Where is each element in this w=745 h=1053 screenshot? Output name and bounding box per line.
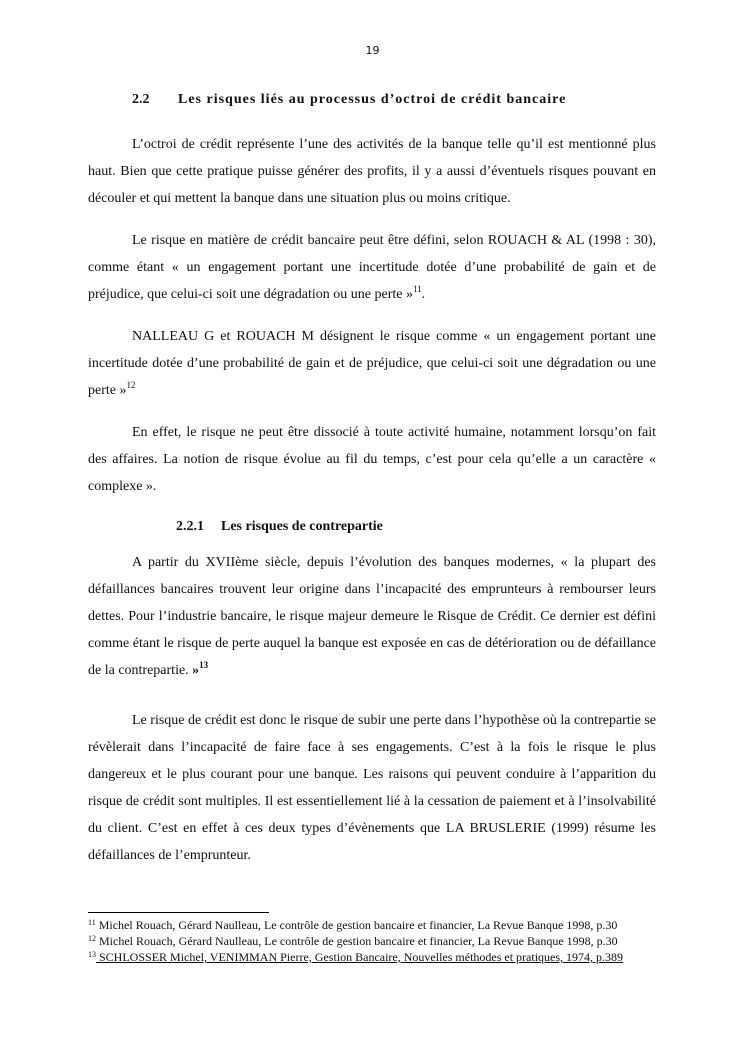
document-body [88, 88, 656, 869]
footnote-number: 11 [88, 918, 96, 927]
paragraph-text-end: . [421, 287, 426, 302]
footnote-ref[interactable]: 11 [413, 284, 422, 294]
subsection-number: 2.2.1 [176, 519, 204, 534]
footnote-separator [88, 912, 269, 913]
subsection-title: Les risques de contrepartie [221, 519, 383, 534]
paragraph [88, 131, 656, 212]
paragraph-text: Le risque en matière de crédit bancaire peut être défini, selon ROUACH & AL (1998 : 30), comme étant « un engagement portant une incertitude dotée d’une probabilité de gain et de préjudice, que celui-ci soit une dégradation ou une perte » [88, 233, 656, 302]
paragraph [88, 419, 656, 500]
closing-quote: » [192, 663, 200, 678]
footnote-text: Michel Rouach, Gérard Naulleau, Le contrôle de gestion bancaire et financier, La Revue Banque 1998, p.30 [96, 934, 618, 948]
footnote [88, 917, 688, 933]
footnote-number: 12 [88, 934, 96, 943]
footnote-text: SCHLOSSER Michel, VENIMMAN Pierre, Gestion Bancaire, Nouvelles méthodes et pratiques, 1974, p.389 [96, 950, 624, 964]
section-title: Les risques liés au processus d’octroi de crédit bancaire [178, 92, 567, 107]
page-number: 19 [365, 44, 380, 57]
paragraph [88, 707, 656, 869]
footnote [88, 933, 688, 949]
paragraph [88, 227, 656, 308]
footnote-number: 13 [88, 950, 96, 959]
paragraph-text: En effet, le risque ne peut être dissocié à toute activité humaine, notamment lorsqu’on fait des affaires. La notion de risque évolue au fil du temps, c’est pour cela qu’elle a un caractère « complexe ». [88, 425, 656, 494]
paragraph-text: A partir du XVIIème siècle, depuis l’évolution des banques modernes, « la plupart des défaillances bancaires trouvent leur origine dans l’incapacité des emprunteurs à rembourser leurs dettes. Pour l’industrie bancaire, le risque majeur demeure le Risque de Crédit. Ce dernier est défini comme étant le risque de perte auquel la banque est exposée en cas de détérioration ou de défaillance de la contrepartie. [88, 555, 656, 678]
paragraph-text: Le risque de crédit est donc le risque de subir une perte dans l’hypothèse où la contrepartie se révèlerait dans l’incapacité de faire face à ses engagements. C’est à la fois le risque le plus dangereux et le plus courant pour une banque. Les raisons qui peuvent conduire à l’apparition du risque de crédit sont multiples. Il est essentiellement lié à la cessation de paiement et à l’insolvabilité du client. C’est en effet à ces deux types d’évènements que LA BRUSLERIE (1999) résume les défaillances de l’emprunteur. [88, 713, 656, 863]
footnote-ref[interactable]: 13 [199, 660, 209, 670]
paragraph [88, 549, 656, 684]
footnote-ref[interactable]: 12 [126, 380, 136, 390]
footnote [88, 949, 688, 965]
paragraph [88, 323, 656, 404]
footnotes [88, 917, 688, 965]
paragraph-text: NALLEAU G et ROUACH M désignent le risque comme « un engagement portant une incertitude dotée d’une probabilité de gain et de préjudice, que celui-ci soit une dégradation ou une perte » [88, 329, 656, 398]
section-heading [88, 88, 656, 112]
footnote-text: Michel Rouach, Gérard Naulleau, Le contrôle de gestion bancaire et financier, La Revue Banque 1998, p.30 [95, 918, 618, 932]
subsection-heading [88, 515, 656, 539]
paragraph-text: L’octroi de crédit représente l’une des activités de la banque telle qu’il est mentionné plus haut. Bien que cette pratique puisse générer des profits, il y a aussi d’éventuels risques pouvant en découler et qui mettent la banque dans une situation plus ou moins critique. [88, 137, 656, 206]
section-number: 2.2 [132, 92, 150, 107]
